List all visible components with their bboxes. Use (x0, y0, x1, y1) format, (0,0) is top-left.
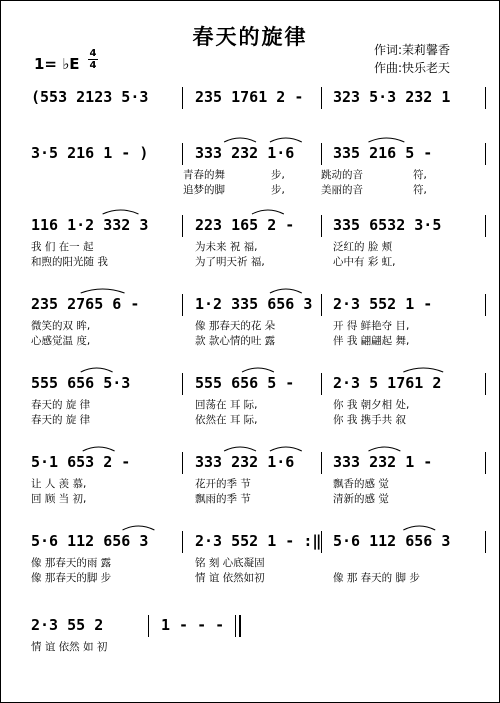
lyric: 像 那春天的雨 露 (31, 557, 112, 569)
lyric: 花开的季 节 (195, 478, 251, 490)
measure: (553 2123 5·3 (31, 88, 149, 106)
bar-line (182, 531, 183, 553)
lyric: 情 谊 依然如初 (195, 572, 265, 584)
measure: 235 2765 6 - (31, 295, 140, 313)
composer-credit: 作曲:快乐老天 (374, 61, 451, 75)
bar-line (321, 215, 322, 237)
time-bottom: 4 (89, 60, 97, 71)
lyric: 像 那春天的花 朵 (195, 320, 276, 332)
final-bar-line (235, 615, 241, 637)
lyric-line-1 (13, 318, 487, 332)
measure: 323 5·3 232 1 (333, 88, 451, 106)
lyric: 我 们 在一 起 (31, 241, 94, 253)
lyric-line-1 (13, 239, 487, 253)
measure: 335 216 5 - (333, 144, 433, 162)
lyric: 你 我 携手共 叙 (333, 414, 407, 426)
measure: 2·3 5 1761 2 (333, 374, 442, 392)
lyric-line-2 (13, 333, 487, 347)
lyric: 跳动的音 (321, 169, 363, 181)
measure: 1 - - - (161, 616, 225, 634)
lyric-line-2 (13, 491, 487, 505)
measure: 2·3 552 1 - :‖ (195, 532, 322, 550)
measure: 5·6 112 656 3 (333, 532, 451, 550)
lyricist-credit: 作词:茉莉馨香 (374, 43, 451, 57)
measure: 5·6 112 656 3 (31, 532, 149, 550)
bar-line (321, 143, 322, 165)
score-row-5 (13, 363, 487, 438)
measure: 333 232 1·6 (195, 453, 295, 471)
bar-line (182, 143, 183, 165)
lyric: 回荡在 耳 际, (195, 399, 258, 411)
lyric-line-2 (13, 254, 487, 268)
measure: 2·3 552 1 - (333, 295, 433, 313)
lyric: 追梦的脚 (183, 184, 225, 196)
lyric: 飘雨的季 节 (195, 493, 251, 505)
score-row-3 (13, 205, 487, 280)
lyric-line-1 (13, 397, 487, 411)
lyric: 微笑的双 眸, (31, 320, 91, 332)
lyric: 飘香的感 觉 (333, 478, 389, 490)
bar-line (485, 143, 486, 165)
lyric: 心中有 彩 虹, (333, 256, 396, 268)
bar-line (321, 294, 322, 316)
key-signature: 1= ♭E (34, 55, 80, 73)
lyric: 符, (413, 184, 427, 196)
lyric: 像 那春天的脚 步 (31, 572, 112, 584)
lyric: 你 我 朝夕相 处, (333, 399, 410, 411)
score-row-2 (13, 133, 487, 208)
bar-line (485, 215, 486, 237)
measure: 555 656 5·3 (31, 374, 131, 392)
score-row-6 (13, 442, 487, 517)
measure: 2·3 55 2 (31, 616, 104, 634)
lyric-line-1 (13, 639, 487, 653)
bar-line (321, 87, 322, 109)
lyric: 伴 我 翩翩起 舞, (333, 335, 410, 347)
song-title: 春天的旋律 (192, 25, 308, 49)
lyric: 情 谊 依然 如 初 (31, 641, 108, 653)
bar-line (485, 373, 486, 395)
measure: 116 1·2 332 3 (31, 216, 149, 234)
measure: 1·2 335 656 3 (195, 295, 313, 313)
lyric: 春天的 旋 律 (31, 399, 91, 411)
time-signature (88, 48, 98, 71)
lyric: 让 人 羡 慕, (31, 478, 87, 490)
bar-line (182, 215, 183, 237)
lyric-line-1 (13, 167, 487, 181)
bar-line (182, 87, 183, 109)
bar-line (485, 294, 486, 316)
score-row-8 (13, 605, 487, 680)
lyric-line-1 (13, 555, 487, 569)
bar-line (321, 452, 322, 474)
lyric: 青春的舞 (183, 169, 225, 181)
score-row-4 (13, 284, 487, 359)
lyric: 清新的感 觉 (333, 493, 389, 505)
measure: 555 656 5 - (195, 374, 295, 392)
lyric: 步, (271, 184, 285, 196)
measure: 333 232 1 - (333, 453, 433, 471)
lyric-line-2 (13, 412, 487, 426)
lyric: 符, (413, 169, 427, 181)
bar-line (182, 373, 183, 395)
measure: 5·1 653 2 - (31, 453, 131, 471)
measure: 333 232 1·6 (195, 144, 295, 162)
measure: 235 1761 2 - (195, 88, 304, 106)
lyric: 开 得 鲜艳夺 目, (333, 320, 410, 332)
lyric: 泛红的 脸 颊 (333, 241, 393, 253)
lyric: 依然在 耳 际, (195, 414, 258, 426)
bar-line (485, 87, 486, 109)
time-top: 4 (89, 48, 97, 59)
lyric: 春天的 旋 律 (31, 414, 91, 426)
bar-line (148, 615, 149, 637)
measure: 3·5 216 1 - ) (31, 144, 149, 162)
lyric: 和煦的阳光随 我 (31, 256, 108, 268)
lyric: 美丽的音 (321, 184, 363, 196)
bar-line (485, 452, 486, 474)
lyric: 心感觉温 度, (31, 335, 91, 347)
measure: 223 165 2 - (195, 216, 295, 234)
bar-line (485, 531, 486, 553)
lyric: 回 顾 当 初, (31, 493, 87, 505)
score-row-7 (13, 521, 487, 596)
lyric-line-1 (13, 476, 487, 490)
bar-line (182, 294, 183, 316)
lyric: 像 那 春天的 脚 步 (333, 572, 420, 584)
lyric-line-2 (13, 182, 487, 196)
measure: 335 6532 3·5 (333, 216, 442, 234)
lyric: 步, (271, 169, 285, 181)
bar-line (321, 531, 322, 553)
lyric-line-2 (13, 570, 487, 584)
bar-line (182, 452, 183, 474)
bar-line (321, 373, 322, 395)
lyric: 款 款心情的吐 露 (195, 335, 276, 347)
lyric: 为了明天祈 福, (195, 256, 265, 268)
lyric: 铭 刻 心底凝固 (195, 557, 265, 569)
lyric: 为未来 祝 福, (195, 241, 258, 253)
